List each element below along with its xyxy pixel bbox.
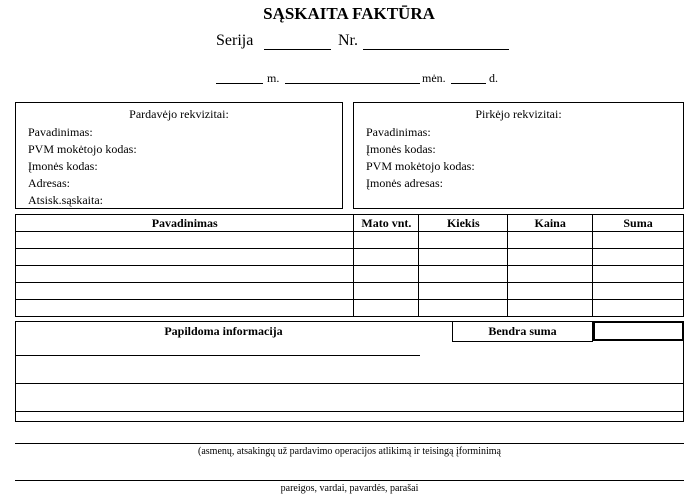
buyer-name-label: Pavadinimas: xyxy=(366,125,431,139)
column-header-quantity: Kiekis xyxy=(419,215,508,232)
number-field[interactable] xyxy=(363,49,509,50)
table-cell[interactable] xyxy=(508,249,593,266)
additional-info-line[interactable] xyxy=(15,355,420,356)
responsible-persons-line[interactable] xyxy=(15,443,684,444)
table-cell[interactable] xyxy=(593,266,684,283)
buyer-address-label: Įmonės adresas: xyxy=(366,176,443,190)
seller-company-code-label: Įmonės kodas: xyxy=(28,159,98,173)
year-field[interactable] xyxy=(216,83,263,84)
column-header-unit: Mato vnt. xyxy=(354,215,419,232)
month-field[interactable] xyxy=(285,83,420,84)
seller-address-label: Adresas: xyxy=(28,176,70,190)
total-amount-field[interactable] xyxy=(593,321,684,341)
seller-account-label: Atsisk.sąskaita: xyxy=(28,193,103,207)
seller-name-label: Pavadinimas: xyxy=(28,125,93,139)
table-cell[interactable] xyxy=(419,232,508,249)
table-cell[interactable] xyxy=(508,300,593,317)
items-table-header xyxy=(16,215,684,232)
additional-info-line[interactable] xyxy=(15,411,684,412)
buyer-details-box xyxy=(353,102,684,209)
table-cell[interactable] xyxy=(419,300,508,317)
number-label: Nr. xyxy=(338,32,358,49)
table-cell[interactable] xyxy=(508,266,593,283)
year-label: m. xyxy=(267,71,280,85)
month-label: mėn. xyxy=(422,71,446,85)
items-table xyxy=(15,214,684,317)
table-cell[interactable] xyxy=(16,232,354,249)
table-cell[interactable] xyxy=(16,283,354,300)
table-cell[interactable] xyxy=(593,249,684,266)
signature-caption: pareigos, vardai, pavardės, parašai xyxy=(280,483,419,494)
column-header-price: Kaina xyxy=(508,215,593,232)
table-cell[interactable] xyxy=(16,249,354,266)
seller-details-box xyxy=(15,102,343,209)
series-label: Serija xyxy=(216,32,254,49)
table-cell[interactable] xyxy=(354,249,419,266)
table-cell[interactable] xyxy=(508,232,593,249)
buyer-heading: Pirkėjo rekvizitai: xyxy=(475,107,562,121)
table-cell[interactable] xyxy=(419,249,508,266)
total-label: Bendra suma xyxy=(488,324,557,338)
table-cell[interactable] xyxy=(593,283,684,300)
document-title: SĄSKAITA FAKTŪRA xyxy=(263,4,435,23)
table-row xyxy=(16,266,684,283)
table-row xyxy=(16,249,684,266)
table-row xyxy=(16,300,684,317)
table-row xyxy=(16,232,684,249)
table-cell[interactable] xyxy=(593,232,684,249)
buyer-company-code-label: Įmonės kodas: xyxy=(366,142,436,156)
table-cell[interactable] xyxy=(16,300,354,317)
signature-line[interactable] xyxy=(15,480,684,481)
table-cell[interactable] xyxy=(508,283,593,300)
column-header-name: Pavadinimas xyxy=(16,215,354,232)
table-cell[interactable] xyxy=(16,266,354,283)
table-cell[interactable] xyxy=(354,266,419,283)
day-field[interactable] xyxy=(451,83,486,84)
buyer-vat-label: PVM mokėtojo kodas: xyxy=(366,159,475,173)
table-cell[interactable] xyxy=(354,300,419,317)
table-row xyxy=(16,283,684,300)
seller-vat-label: PVM mokėtojo kodas: xyxy=(28,142,137,156)
day-label: d. xyxy=(489,71,498,85)
additional-info-line[interactable] xyxy=(15,383,684,384)
series-field[interactable] xyxy=(264,49,331,50)
table-cell[interactable] xyxy=(419,283,508,300)
table-cell[interactable] xyxy=(593,300,684,317)
additional-info-label: Papildoma informacija xyxy=(164,324,283,338)
table-cell[interactable] xyxy=(354,283,419,300)
table-cell[interactable] xyxy=(419,266,508,283)
responsible-persons-caption: (asmenų, atsakingų už pardavimo operacijos atlikimą ir teisingą įforminimą xyxy=(198,446,501,457)
table-cell[interactable] xyxy=(354,232,419,249)
seller-heading: Pardavėjo rekvizitai: xyxy=(129,107,229,121)
column-header-sum: Suma xyxy=(593,215,684,232)
